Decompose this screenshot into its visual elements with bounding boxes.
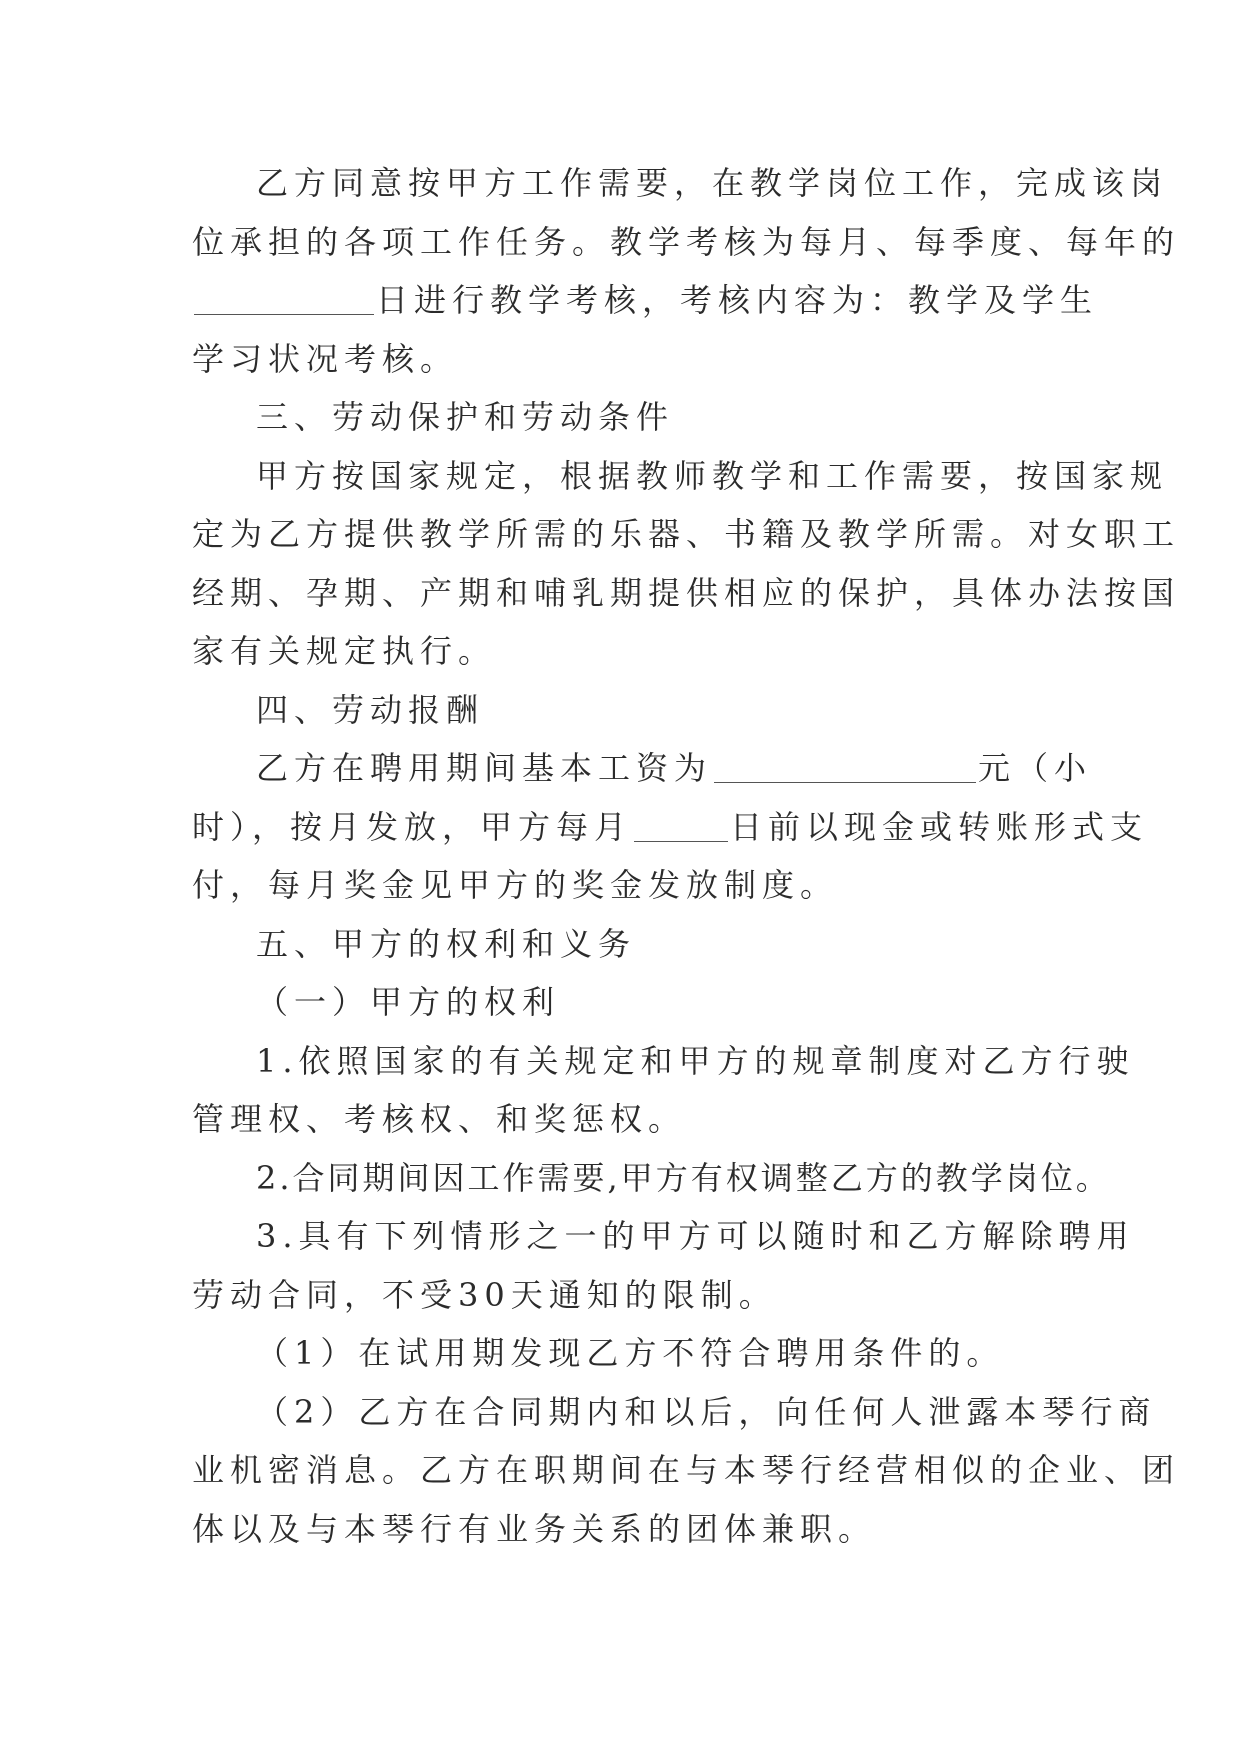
text: 经期、孕期、产期和哺乳期提供相应的保护，具体办法按国: [192, 573, 1181, 612]
text: （2）乙方在合同期内和以后，向任何人泄露本琴行商: [256, 1392, 1157, 1431]
sub-list-item-continuation: [192, 1500, 1052, 1559]
text: 日进行教学考核，考核内容为：教学及学生: [376, 281, 1099, 319]
text: 劳动合同，不受30天通知的限制。: [192, 1275, 777, 1314]
paragraph-line: [192, 564, 1181, 623]
text: 元（小: [978, 749, 1093, 787]
text: 乙方同意按甲方工作需要，在教学岗位工作，完成该岗: [256, 164, 1169, 202]
text: 位承担的各项工作任务。教学考核为每月、每季度、每年的: [192, 222, 1181, 261]
sub-list-item: [192, 1324, 1052, 1383]
text: 日前以现金或转账形式支: [730, 807, 1149, 846]
fill-in-blank: [194, 280, 374, 315]
section-heading: [192, 915, 1052, 974]
text: 五、甲方的权利和义务: [256, 924, 637, 963]
text: 时），按月发放，甲方每月: [192, 807, 633, 846]
text: 业机密消息。乙方在职期间在与本琴行经营相似的企业、团: [192, 1451, 1181, 1489]
text: 四、劳动报酬: [256, 690, 485, 729]
fill-in-blank: [714, 748, 976, 783]
paragraph-line: [192, 739, 1093, 798]
text: 管理权、考核权、和奖惩权。: [192, 1100, 687, 1138]
sub-list-item-continuation: [192, 1441, 1181, 1500]
text: （一）甲方的权利: [256, 983, 561, 1021]
text: 家有关规定执行。: [192, 632, 497, 670]
text: 2.合同期间因工作需要,甲方有权调整乙方的教学岗位。: [256, 1158, 1111, 1197]
list-item-continuation: [192, 1266, 1052, 1325]
paragraph-line: [192, 505, 1181, 564]
fill-in-blank: [634, 807, 728, 842]
section-heading: [192, 681, 1052, 740]
text: 1.依照国家的有关规定和甲方的规章制度对乙方行驶: [256, 1041, 1135, 1080]
list-item: [192, 1207, 1135, 1266]
paragraph-line: [192, 798, 1149, 857]
text: 定为乙方提供教学所需的乐器、书籍及教学所需。对女职工: [192, 515, 1181, 553]
list-item-continuation: [192, 1090, 1052, 1149]
text: 3.具有下列情形之一的甲方可以随时和乙方解除聘用: [256, 1217, 1135, 1255]
section-heading: [192, 388, 1052, 447]
sub-list-item: [192, 1383, 1157, 1442]
paragraph-line: [192, 213, 1181, 272]
document-page: [192, 154, 1181, 1558]
text: 甲方按国家规定，根据教师教学和工作需要，按国家规: [256, 456, 1169, 495]
paragraph-line: [192, 447, 1169, 506]
text: 乙方在聘用期间基本工资为: [256, 749, 713, 787]
paragraph-line: [192, 154, 1169, 213]
text: （1）在试用期发现乙方不符合聘用条件的。: [256, 1334, 1005, 1372]
text: 三、劳动保护和劳动条件: [256, 398, 675, 436]
paragraph-line: [192, 622, 1052, 681]
subsection-heading: [192, 973, 1052, 1032]
text: 付，每月奖金见甲方的奖金发放制度。: [192, 866, 839, 904]
text: 学习状况考核。: [192, 339, 459, 378]
text: 体以及与本琴行有业务关系的团体兼职。: [192, 1509, 877, 1548]
paragraph-line: [192, 856, 1052, 915]
list-item: [192, 1149, 1111, 1208]
paragraph-line: [192, 330, 1052, 389]
paragraph-line: [192, 271, 1099, 330]
list-item: [192, 1032, 1135, 1091]
